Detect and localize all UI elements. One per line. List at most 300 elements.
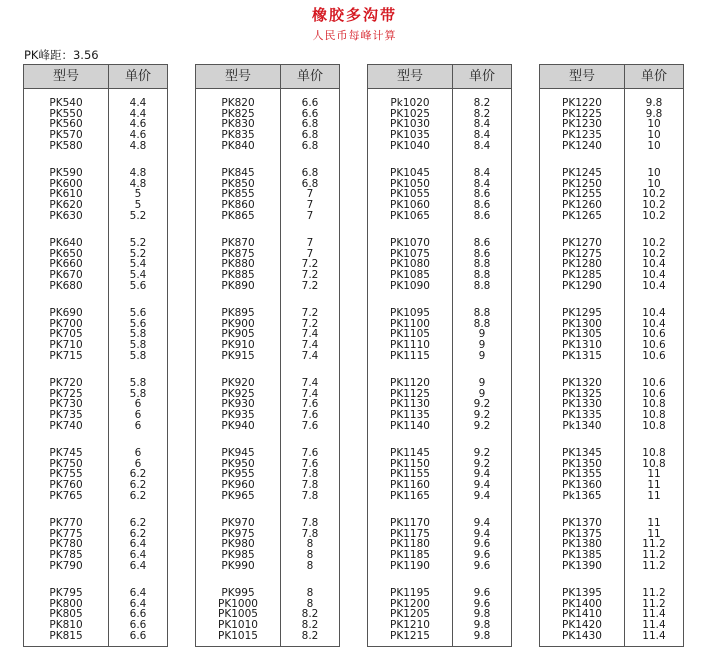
price-cell: 9.6 [473,559,491,572]
price-cell: 9.8 [473,629,491,642]
model-cell: PK820 [221,97,255,109]
row-group [24,588,108,641]
model-cell: PK835 [221,129,255,142]
model-cell: PK1175 [390,527,430,540]
price-cell: 8.8 [473,307,491,319]
model-cell: PK765 [49,489,83,502]
model-column [540,89,625,646]
model-cell: PK1165 [390,489,430,502]
model-cell: PK1095 [390,307,430,319]
row-group [24,168,108,221]
model-cell: PK1025 [390,107,430,120]
model-cell: PK1355 [562,468,602,481]
price-cell: 11.2 [642,597,666,610]
model-cell: PK1080 [390,258,430,271]
price-cell: 6.2 [129,489,147,502]
price-cell: 8.6 [473,188,491,201]
price-cell: 11.2 [642,549,666,562]
row-group [625,518,683,571]
price-cell: 11 [647,489,661,502]
model-cell: PK785 [49,549,83,562]
model-cell: PK1245 [562,167,602,179]
model-cell: PK970 [221,517,255,529]
price-cell: 8.4 [473,129,491,142]
model-cell: PK755 [49,468,83,481]
model-cell: PK680 [49,279,83,292]
price-cell: 9.2 [473,398,491,411]
price-cell: 11.2 [642,538,666,551]
price-cell: 6.8 [301,118,319,131]
model-cell: PK730 [49,398,83,411]
price-header: 单价 [296,69,323,84]
row-group [196,588,280,641]
model-cell: PK840 [221,139,255,152]
price-cell: 7.4 [301,339,319,352]
price-cell: 5.4 [129,269,147,282]
model-cell: PK850 [221,177,255,190]
price-cell: 6.8 [301,139,319,152]
price-cell: 9.2 [473,457,491,470]
price-cell: 10.8 [642,409,666,422]
model-cell: PK1120 [390,377,430,389]
model-cell: PK1375 [562,527,602,540]
model-cell: PK1280 [562,258,602,271]
price-cell: 6.8 [301,177,319,190]
row-group [368,448,452,501]
price-cell: 5.2 [129,247,147,260]
price-cell: 7.2 [301,258,319,271]
model-cell: PK795 [49,587,83,599]
price-cell: 6.2 [129,479,147,492]
model-cell: PK880 [221,258,255,271]
model-header: 型号 [540,65,625,88]
row-group [625,98,683,151]
model-cell: PK1255 [562,188,602,201]
price-cell: 6.4 [129,587,147,599]
model-cell: PK630 [49,209,83,222]
model-cell: PK1055 [390,188,430,201]
model-cell: PK1130 [390,398,430,411]
row-group [109,168,167,221]
row-group [625,308,683,361]
model-cell: PK610 [49,188,83,201]
model-cell: PK1220 [562,97,602,109]
model-cell: PK1380 [562,538,602,551]
price-cell: 10.8 [642,447,666,459]
row-group [368,238,452,291]
model-cell: PK780 [49,538,83,551]
row-group [196,98,280,151]
price-cell: 8 [306,538,314,551]
row-group [109,448,167,501]
model-cell: PK540 [49,97,83,109]
model-cell: PK1230 [562,118,602,131]
page-title: 橡胶多沟带 [311,6,397,24]
model-cell: PK920 [221,377,255,389]
model-cell: PK1295 [562,307,602,319]
model-cell: PK890 [221,279,255,292]
price-cell: 8 [306,587,314,599]
model-cell: PK1105 [390,328,430,341]
price-cell: 6.6 [129,608,147,621]
price-cell: 9.4 [473,517,491,529]
price-cell: 6 [134,398,142,411]
row-group [368,588,452,641]
model-cell: PK800 [49,597,83,610]
model-cell: PK1185 [390,549,430,562]
model-cell: PK1345 [562,447,602,459]
row-group [281,238,339,291]
price-cell: 11.4 [642,629,666,642]
row-group [625,588,683,641]
model-cell: PK790 [49,559,83,572]
price-cell: 7 [306,188,314,201]
model-cell: PK1370 [562,517,602,529]
model-cell: PK1305 [562,328,602,341]
model-cell: PK870 [221,237,255,249]
model-cell: PK1160 [390,479,430,492]
row-group [453,98,511,151]
model-header: 型号 [196,65,281,88]
price-cell: 9.8 [645,107,663,120]
price-cell: 6.6 [129,629,147,642]
row-group [281,448,339,501]
model-cell: PK710 [49,339,83,352]
model-cell: PK1005 [218,608,258,621]
price-cell: 8.4 [473,167,491,179]
model-cell: PK570 [49,129,83,142]
row-group [540,238,624,291]
price-cell: 9.8 [645,97,663,109]
model-cell: PK1155 [390,468,430,481]
price-cell: 7.6 [301,419,319,432]
price-cell: 6 [134,419,142,432]
model-cell: PK865 [221,209,255,222]
model-cell: PK1410 [562,608,602,621]
price-cell: 5.8 [129,349,147,362]
row-group [196,238,280,291]
price-cell: 6.4 [129,549,147,562]
model-cell: PK580 [49,139,83,152]
model-cell: PK1210 [390,619,430,632]
price-cell: 10.2 [642,237,666,249]
row-group [109,308,167,361]
model-cell: PK925 [221,387,255,400]
price-cell: 9.4 [473,479,491,492]
price-cell: 9 [478,328,486,341]
model-cell: PK1045 [390,167,430,179]
model-cell: PK950 [221,457,255,470]
price-cell: 9 [478,387,486,400]
row-group [196,168,280,221]
pitch-label: PK峰距：3.56 [24,48,99,62]
price-cell: 7.8 [301,479,319,492]
price-cell: 10.4 [642,258,666,271]
row-group [24,308,108,361]
price-cell: 8.8 [473,317,491,330]
price-column [109,89,167,646]
row-group [453,588,511,641]
price-cell: 10.4 [642,317,666,330]
model-cell: PK935 [221,409,255,422]
price-cell: 7.8 [301,527,319,540]
row-group [540,448,624,501]
row-group [453,238,511,291]
price-cell: 10 [647,118,661,131]
model-column [196,89,281,646]
row-group [109,238,167,291]
model-cell: PK1040 [390,139,430,152]
price-cell: 6 [134,457,142,470]
price-column [453,89,511,646]
model-cell: PK1335 [562,409,602,422]
price-cell: 4.6 [129,129,147,142]
price-cell: 7 [306,237,314,249]
model-cell: PK1145 [390,447,430,459]
price-cell: 6.2 [129,527,147,540]
price-cell: 10.2 [642,199,666,212]
model-cell: PK1115 [390,349,430,362]
model-cell: PK745 [49,447,83,459]
price-cell: 5.6 [129,307,147,319]
price-cell: 11.2 [642,587,666,599]
price-cell: 9 [478,349,486,362]
model-cell: PK1010 [218,619,258,632]
model-cell: PK980 [221,538,255,551]
price-cell: 11.2 [642,559,666,572]
price-cell: 10.2 [642,188,666,201]
price-cell: 7.6 [301,398,319,411]
model-cell: Pk1340 [562,419,602,432]
price-cell: 9.4 [473,527,491,540]
price-cell: 10.6 [642,349,666,362]
model-cell: PK750 [49,457,83,470]
model-cell: PK940 [221,419,255,432]
model-cell: PK1430 [562,629,602,642]
price-cell: 10.4 [642,269,666,282]
row-group [368,518,452,571]
model-cell: PK1050 [390,177,430,190]
row-group [625,168,683,221]
model-cell: PK1330 [562,398,602,411]
price-cell: 9.4 [473,489,491,502]
model-cell: Pk1365 [562,489,602,502]
price-cell: 11 [647,479,661,492]
price-table-1 [23,64,168,647]
price-cell: 9.6 [473,538,491,551]
price-cell: 10.6 [642,328,666,341]
model-cell: PK550 [49,107,83,120]
price-cell: 10.4 [642,307,666,319]
row-group [109,378,167,431]
price-cell: 7.4 [301,349,319,362]
row-group [540,588,624,641]
row-group [109,588,167,641]
price-cell: 7.2 [301,279,319,292]
price-cell: 5.6 [129,279,147,292]
model-cell: PK1205 [390,608,430,621]
row-group [281,98,339,151]
model-cell: PK1065 [390,209,430,222]
price-cell: 5.2 [129,209,147,222]
row-group [24,238,108,291]
price-cell: 5 [134,199,142,212]
price-cell: 6 [134,409,142,422]
price-cell: 7.2 [301,269,319,282]
price-cell: 9.8 [473,608,491,621]
price-cell: 5.2 [129,237,147,249]
row-group [368,308,452,361]
price-cell: 4.8 [129,167,147,179]
row-group [368,98,452,151]
row-group [625,238,683,291]
price-cell: 10.6 [642,339,666,352]
model-cell: PK1070 [390,237,430,249]
row-group [453,308,511,361]
row-group [24,518,108,571]
table-body [368,89,511,646]
model-cell: PK1085 [390,269,430,282]
model-cell: PK895 [221,307,255,319]
row-group [453,448,511,501]
price-cell: 7.6 [301,457,319,470]
model-cell: PK735 [49,409,83,422]
row-group [281,588,339,641]
model-cell: PK760 [49,479,83,492]
price-cell: 7.6 [301,409,319,422]
price-cell: 4.6 [129,118,147,131]
row-group [540,308,624,361]
price-cell: 5.8 [129,387,147,400]
price-cell: 8.4 [473,118,491,131]
model-cell: PK1125 [390,387,430,400]
price-cell: 5 [134,188,142,201]
model-cell: PK1215 [390,629,430,642]
model-cell: PK1390 [562,559,602,572]
price-cell: 7.4 [301,328,319,341]
model-cell: PK1240 [562,139,602,152]
model-cell: PK1285 [562,269,602,282]
price-cell: 6.6 [301,97,319,109]
model-cell: PK1385 [562,549,602,562]
row-group [196,308,280,361]
model-cell: PK1015 [218,629,258,642]
price-cell: 10.8 [642,457,666,470]
model-cell: PK560 [49,118,83,131]
price-cell: 9.6 [473,549,491,562]
price-column [625,89,683,646]
model-cell: PK1360 [562,479,602,492]
model-cell: PK725 [49,387,83,400]
price-cell: 5.8 [129,339,147,352]
price-cell: 6.2 [129,517,147,529]
model-cell: PK700 [49,317,83,330]
model-cell: PK1275 [562,247,602,260]
price-cell: 10.6 [642,377,666,389]
price-cell: 6.6 [301,107,319,120]
model-column [24,89,109,646]
price-cell: 8.2 [301,608,319,621]
price-cell: 9.2 [473,409,491,422]
model-column [368,89,453,646]
model-cell: PK875 [221,247,255,260]
row-group [540,168,624,221]
model-cell: PK860 [221,199,255,212]
model-cell: PK1250 [562,177,602,190]
model-header: 型号 [368,65,453,88]
price-cell: 4.8 [129,177,147,190]
price-cell: 9.6 [473,587,491,599]
price-cell: 5.6 [129,317,147,330]
price-header: 单价 [124,69,151,84]
model-cell: PK1400 [562,597,602,610]
model-cell: PK660 [49,258,83,271]
model-cell: PK1315 [562,349,602,362]
row-group [196,378,280,431]
model-cell: PK640 [49,237,83,249]
price-cell: 7 [306,209,314,222]
model-cell: PK720 [49,377,83,389]
table-body [196,89,339,646]
price-cell: 10.2 [642,247,666,260]
model-cell: PK1420 [562,619,602,632]
model-cell: PK845 [221,167,255,179]
price-cell: 7.8 [301,517,319,529]
model-cell: PK905 [221,328,255,341]
price-cell: 4.8 [129,139,147,152]
price-cell: 9 [478,339,486,352]
price-cell: 9.2 [473,419,491,432]
price-cell: 10.2 [642,209,666,222]
table-body [24,89,167,646]
price-cell: 7.8 [301,489,319,502]
row-group [453,518,511,571]
model-cell: PK955 [221,468,255,481]
price-cell: 8 [306,559,314,572]
price-cell: 8 [306,549,314,562]
price-cell: 6 [134,447,142,459]
model-cell: PK985 [221,549,255,562]
model-cell: PK670 [49,269,83,282]
model-cell: PK1350 [562,457,602,470]
model-cell: PK1320 [562,377,602,389]
table-header [368,65,511,89]
price-cell: 8.8 [473,258,491,271]
price-cell: 6.4 [129,538,147,551]
price-cell: 9 [478,377,486,389]
model-cell: PK600 [49,177,83,190]
row-group [368,378,452,431]
price-cell: 8.2 [301,629,319,642]
model-cell: PK1235 [562,129,602,142]
model-cell: PK1260 [562,199,602,212]
model-cell: PK885 [221,269,255,282]
model-cell: PK1135 [390,409,430,422]
price-cell: 8.4 [473,177,491,190]
model-cell: PK770 [49,517,83,529]
price-cell: 8 [306,597,314,610]
price-table-3 [367,64,512,647]
price-cell: 7.2 [301,307,319,319]
row-group [540,518,624,571]
model-cell: PK995 [221,587,255,599]
model-cell: PK1035 [390,129,430,142]
model-cell: PK805 [49,608,83,621]
row-group [625,378,683,431]
price-cell: 7 [306,247,314,260]
price-cell: 10 [647,129,661,142]
price-cell: 10 [647,167,661,179]
